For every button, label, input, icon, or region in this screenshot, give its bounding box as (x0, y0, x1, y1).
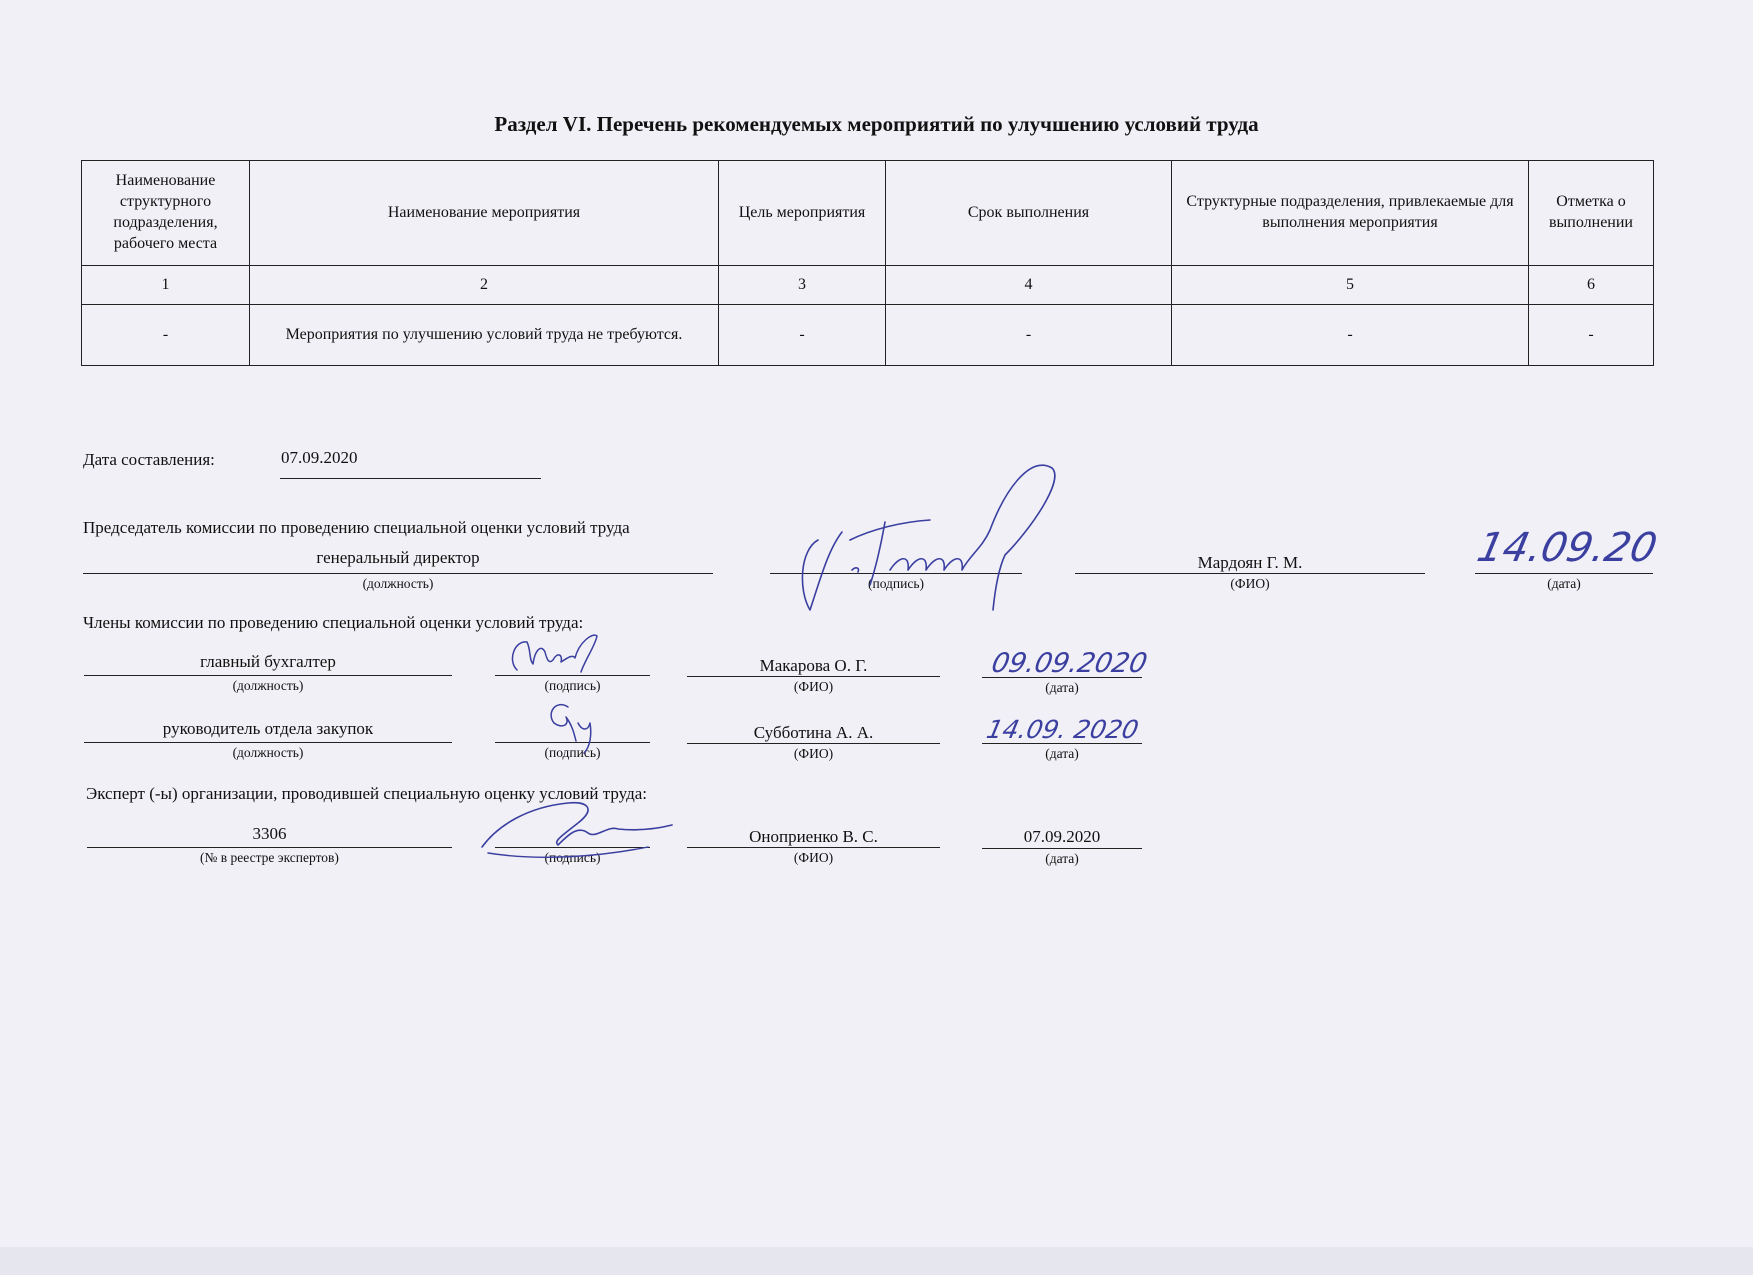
expert-date-caption: (дата) (1045, 851, 1079, 866)
chairman-position: генеральный директор (316, 548, 480, 567)
member-handwritten-date: 09.09.2020 (988, 648, 1150, 679)
chairman-handwritten-date: 14.09.20 (1473, 525, 1662, 571)
header-cell: Срок выполнения (886, 161, 1172, 266)
expert-signature-caption: (подпись) (544, 850, 601, 865)
member-name-line (687, 676, 940, 677)
expert-signature-image (478, 795, 678, 865)
chairman-position-line (83, 573, 713, 574)
member-date-caption: (дата) (1045, 680, 1079, 695)
chairman-date-line (1475, 573, 1653, 574)
chairman-signature-caption: (подпись) (867, 576, 925, 591)
expert-registry-number: 3306 (252, 824, 287, 843)
member-date-caption: (дата) (1045, 746, 1079, 761)
column-number: 5 (1172, 266, 1529, 305)
expert-heading: Эксперт (-ы) организации, проводившей специальную оценку условий труда: (86, 784, 648, 803)
section-title: Раздел VI. Перечень рекомендуемых мероприятий по улучшению условий труда (494, 112, 1259, 136)
chairman-name-caption: (ФИО) (1230, 576, 1270, 591)
compiled-date-line (280, 478, 541, 479)
chairman-date-caption: (дата) (1547, 576, 1581, 591)
table-cell: Мероприятия по улучшению условий труда не требуются. (250, 305, 719, 366)
table-cell: - (82, 305, 250, 366)
header-cell: Структурные подразделения, привлекаемые для выполнения мероприятия (1172, 161, 1529, 266)
table-header-row (82, 161, 1654, 266)
column-number: 3 (719, 266, 886, 305)
table-cell: - (1529, 305, 1654, 366)
expert-registry-caption: (№ в реестре экспертов) (200, 850, 339, 865)
expert-date: 07.09.2020 (1023, 827, 1101, 846)
column-number: 4 (886, 266, 1172, 305)
member-position-line (84, 675, 452, 676)
table-cell: - (886, 305, 1172, 366)
member-position-caption: (должность) (232, 745, 304, 760)
member-signature-caption: (подпись) (544, 678, 601, 693)
column-number: 6 (1529, 266, 1654, 305)
measures-table (81, 160, 1654, 366)
header-cell: Наименование структурного подразделения, рабочего места (82, 161, 250, 266)
member-signature-image (540, 695, 620, 755)
member-position-caption: (должность) (232, 678, 304, 693)
expert-name-line (687, 847, 940, 848)
expert-name-caption: (ФИО) (793, 850, 834, 865)
column-number: 2 (250, 266, 719, 305)
chairman-name: Мардоян Г. М. (1197, 553, 1303, 572)
chairman-name-line (1075, 573, 1425, 574)
table-cell: - (1172, 305, 1529, 366)
member-name-line (687, 743, 940, 744)
member-position: главный бухгалтер (200, 652, 336, 671)
member-name: Субботина А. А. (753, 723, 874, 742)
member-position: руководитель отдела закупок (162, 719, 374, 738)
member-name: Макарова О. Г. (759, 656, 868, 675)
table-row (82, 305, 1654, 366)
column-number: 1 (82, 266, 250, 305)
column-number-row (82, 266, 1654, 305)
chairman-heading: Председатель комиссии по проведению специальной оценки условий труда (83, 518, 630, 537)
chairman-position-caption: (должность) (362, 576, 434, 591)
members-heading: Члены комиссии по проведению специальной оценки условий труда: (83, 613, 584, 632)
member-signature-image (505, 630, 615, 680)
member-name-caption: (ФИО) (793, 679, 834, 694)
member-signature-caption: (подпись) (544, 745, 601, 760)
header-cell: Наименование мероприятия (250, 161, 719, 266)
member-handwritten-date: 14.09. 2020 (983, 715, 1142, 744)
header-cell: Цель мероприятия (719, 161, 886, 266)
member-name-caption: (ФИО) (793, 746, 834, 761)
member-position-line (84, 742, 452, 743)
member-date-line (982, 677, 1142, 678)
expert-registry-line (87, 847, 452, 848)
header-cell: Отметка о выполнении (1529, 161, 1654, 266)
member-date-line (982, 743, 1142, 744)
table-cell: - (719, 305, 886, 366)
compiled-date-label: Дата составления: (83, 450, 215, 469)
scan-bottom-strip (0, 1247, 1753, 1275)
chairman-signature-image (790, 460, 1070, 620)
expert-name: Оноприенко В. С. (749, 827, 878, 846)
expert-date-line (982, 848, 1142, 849)
